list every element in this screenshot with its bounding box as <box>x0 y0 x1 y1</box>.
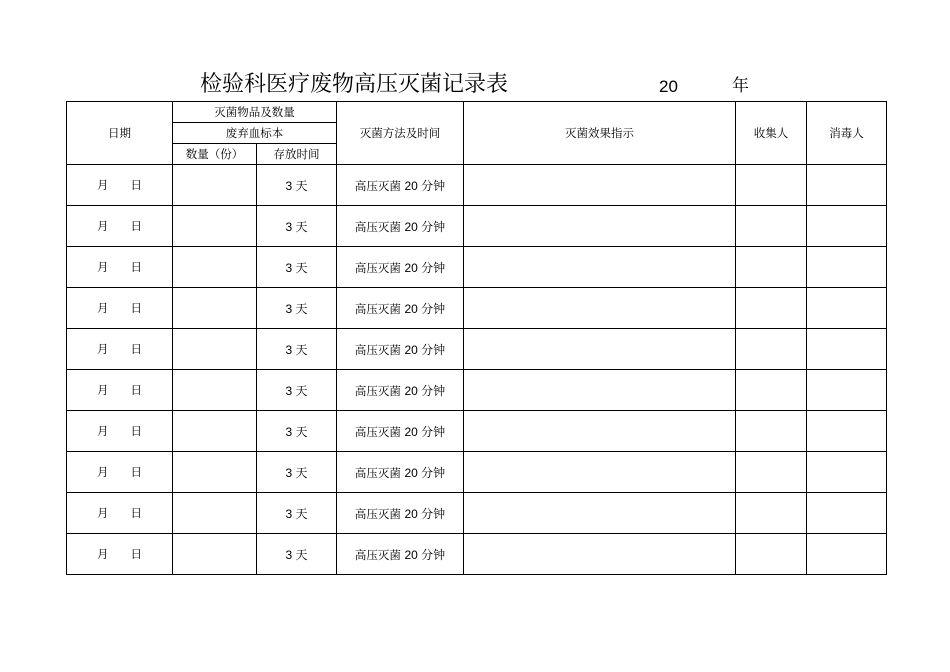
collector-cell[interactable] <box>736 288 807 329</box>
month-label: 月 <box>97 547 109 561</box>
method-time-cell <box>337 493 464 534</box>
header-items-group: 灭菌物品及数量 <box>173 102 337 123</box>
month-label: 月 <box>97 383 109 397</box>
collector-cell[interactable] <box>736 493 807 534</box>
date-cell[interactable] <box>67 534 173 575</box>
table-row <box>67 452 887 493</box>
sterilization-record-table <box>66 101 887 575</box>
header-storage-time: 存放时间 <box>257 144 337 165</box>
method-time-cell <box>337 534 464 575</box>
effect-cell[interactable] <box>464 411 736 452</box>
year-label: 年 <box>732 76 749 96</box>
collector-cell[interactable] <box>736 165 807 206</box>
table-row <box>67 206 887 247</box>
method-time-cell <box>337 329 464 370</box>
day-label: 日 <box>130 178 142 192</box>
date-cell[interactable] <box>67 288 173 329</box>
month-label: 月 <box>97 260 109 274</box>
month-label: 月 <box>97 424 109 438</box>
duration-label: 20 分钟 <box>404 424 446 439</box>
header-disinfector: 消毒人 <box>807 102 887 165</box>
method-label: 高压灭菌 <box>354 506 401 521</box>
method-label: 高压灭菌 <box>354 342 401 357</box>
method-label: 高压灭菌 <box>354 219 401 234</box>
storage-time-cell <box>257 493 337 534</box>
quantity-cell[interactable] <box>173 370 257 411</box>
form-title: 检验科医疗废物高压灭菌记录表 <box>200 72 509 97</box>
day-label: 日 <box>130 301 142 315</box>
method-label: 高压灭菌 <box>354 465 401 480</box>
collector-cell[interactable] <box>736 411 807 452</box>
quantity-cell[interactable] <box>173 165 257 206</box>
header-quantity: 数量（份） <box>173 144 257 165</box>
storage-time-cell <box>257 534 337 575</box>
date-cell[interactable] <box>67 493 173 534</box>
quantity-cell[interactable] <box>173 452 257 493</box>
storage-time-cell <box>257 411 337 452</box>
quantity-cell[interactable] <box>173 493 257 534</box>
method-time-cell <box>337 288 464 329</box>
effect-cell[interactable] <box>464 247 736 288</box>
table-row <box>67 411 887 452</box>
disinfector-cell[interactable] <box>807 165 887 206</box>
method-label: 高压灭菌 <box>354 301 401 316</box>
collector-cell[interactable] <box>736 534 807 575</box>
storage-time-cell <box>257 165 337 206</box>
date-cell[interactable] <box>67 206 173 247</box>
storage-time-value: 3 天 <box>285 301 308 316</box>
storage-time-value: 3 天 <box>285 547 308 562</box>
quantity-cell[interactable] <box>173 288 257 329</box>
table-row <box>67 288 887 329</box>
table-row <box>67 247 887 288</box>
collector-cell[interactable] <box>736 370 807 411</box>
disinfector-cell[interactable] <box>807 411 887 452</box>
header-collector: 收集人 <box>736 102 807 165</box>
day-label: 日 <box>130 424 142 438</box>
effect-cell[interactable] <box>464 288 736 329</box>
table-row <box>67 534 887 575</box>
storage-time-cell <box>257 206 337 247</box>
collector-cell[interactable] <box>736 206 807 247</box>
method-time-cell <box>337 452 464 493</box>
duration-label: 20 分钟 <box>404 383 446 398</box>
duration-label: 20 分钟 <box>404 178 446 193</box>
table-row <box>67 493 887 534</box>
day-label: 日 <box>130 465 142 479</box>
day-label: 日 <box>130 506 142 520</box>
storage-time-value: 3 天 <box>285 342 308 357</box>
day-label: 日 <box>130 383 142 397</box>
storage-time-cell <box>257 288 337 329</box>
storage-time-cell <box>257 452 337 493</box>
effect-cell[interactable] <box>464 452 736 493</box>
header-date: 日期 <box>67 102 173 165</box>
duration-label: 20 分钟 <box>404 260 446 275</box>
quantity-cell[interactable] <box>173 329 257 370</box>
month-label: 月 <box>97 506 109 520</box>
quantity-cell[interactable] <box>173 206 257 247</box>
effect-cell[interactable] <box>464 370 736 411</box>
duration-label: 20 分钟 <box>404 342 446 357</box>
storage-time-value: 3 天 <box>285 424 308 439</box>
method-time-cell <box>337 411 464 452</box>
method-label: 高压灭菌 <box>354 383 401 398</box>
table-row <box>67 165 887 206</box>
storage-time-value: 3 天 <box>285 260 308 275</box>
date-cell[interactable] <box>67 370 173 411</box>
effect-cell[interactable] <box>464 534 736 575</box>
date-cell[interactable] <box>67 452 173 493</box>
date-cell[interactable] <box>67 247 173 288</box>
method-label: 高压灭菌 <box>354 424 401 439</box>
storage-time-value: 3 天 <box>285 219 308 234</box>
date-cell[interactable] <box>67 165 173 206</box>
header-item-name: 废弃血标本 <box>173 123 337 144</box>
disinfector-cell[interactable] <box>807 370 887 411</box>
table-row <box>67 370 887 411</box>
day-label: 日 <box>130 547 142 561</box>
day-label: 日 <box>130 219 142 233</box>
method-label: 高压灭菌 <box>354 547 401 562</box>
quantity-cell[interactable] <box>173 247 257 288</box>
date-cell[interactable] <box>67 411 173 452</box>
storage-time-cell <box>257 370 337 411</box>
disinfector-cell[interactable] <box>807 452 887 493</box>
storage-time-cell <box>257 247 337 288</box>
disinfector-cell[interactable] <box>807 493 887 534</box>
storage-time-value: 3 天 <box>285 506 308 521</box>
header-row-1 <box>67 102 887 123</box>
method-time-cell <box>337 206 464 247</box>
disinfector-cell[interactable] <box>807 534 887 575</box>
table-row <box>67 329 887 370</box>
duration-label: 20 分钟 <box>404 219 446 234</box>
duration-label: 20 分钟 <box>404 506 446 521</box>
month-label: 月 <box>97 301 109 315</box>
storage-time-cell <box>257 329 337 370</box>
collector-cell[interactable] <box>736 329 807 370</box>
method-label: 高压灭菌 <box>354 260 401 275</box>
duration-label: 20 分钟 <box>404 547 446 562</box>
method-time-cell <box>337 370 464 411</box>
method-time-cell <box>337 247 464 288</box>
day-label: 日 <box>130 260 142 274</box>
disinfector-cell[interactable] <box>807 247 887 288</box>
disinfector-cell[interactable] <box>807 288 887 329</box>
storage-time-value: 3 天 <box>285 383 308 398</box>
date-cell[interactable] <box>67 329 173 370</box>
method-label: 高压灭菌 <box>354 178 401 193</box>
storage-time-value: 3 天 <box>285 178 308 193</box>
record-body <box>67 165 887 575</box>
year-prefix: 20 <box>659 77 678 96</box>
day-label: 日 <box>130 342 142 356</box>
collector-cell[interactable] <box>736 452 807 493</box>
collector-cell[interactable] <box>736 247 807 288</box>
effect-cell[interactable] <box>464 206 736 247</box>
header-effect: 灭菌效果指示 <box>464 102 736 165</box>
effect-cell[interactable] <box>464 329 736 370</box>
quantity-cell[interactable] <box>173 534 257 575</box>
duration-label: 20 分钟 <box>404 465 446 480</box>
disinfector-cell[interactable] <box>807 206 887 247</box>
duration-label: 20 分钟 <box>404 301 446 316</box>
disinfector-cell[interactable] <box>807 329 887 370</box>
method-time-cell <box>337 165 464 206</box>
effect-cell[interactable] <box>464 165 736 206</box>
month-label: 月 <box>97 342 109 356</box>
header-method-time: 灭菌方法及时间 <box>337 102 464 165</box>
month-label: 月 <box>97 465 109 479</box>
month-label: 月 <box>97 178 109 192</box>
storage-time-value: 3 天 <box>285 465 308 480</box>
quantity-cell[interactable] <box>173 411 257 452</box>
effect-cell[interactable] <box>464 493 736 534</box>
month-label: 月 <box>97 219 109 233</box>
